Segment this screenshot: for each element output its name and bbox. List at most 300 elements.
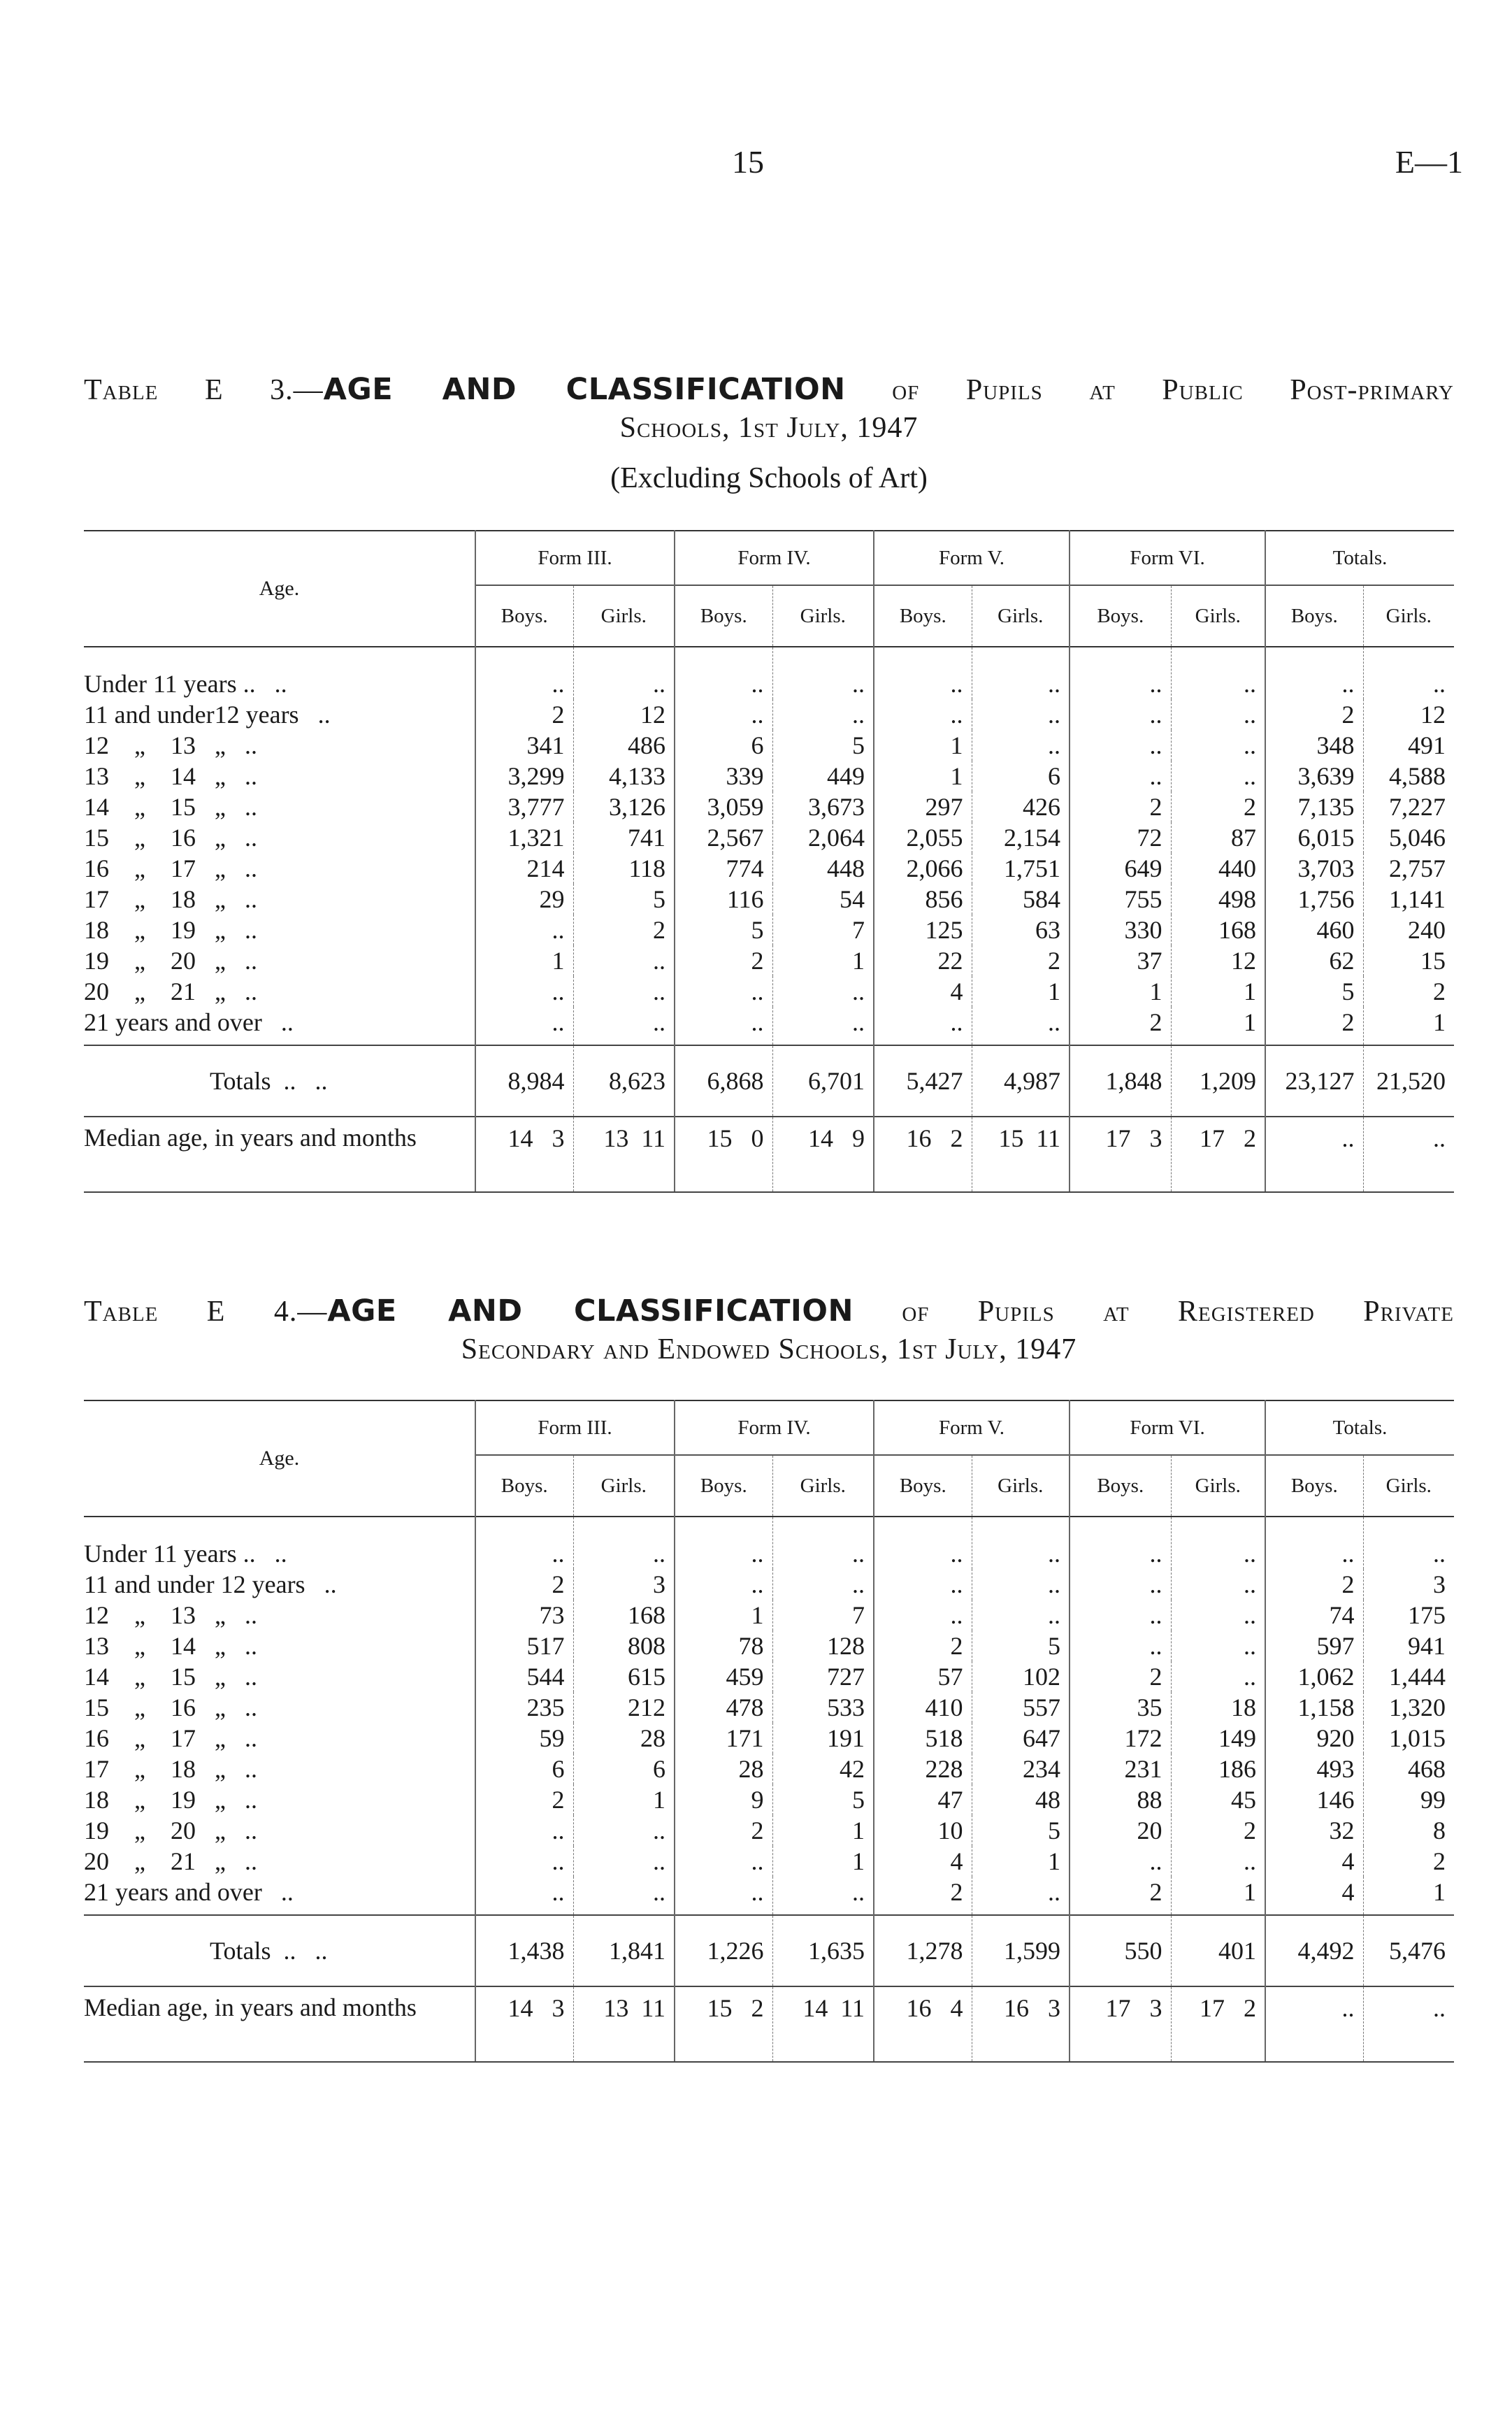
- cell-girls: 2: [1171, 1815, 1265, 1846]
- cell-girls: 8,623: [573, 1045, 675, 1117]
- table-e4: [84, 1400, 1454, 2063]
- cell-girls: ..: [573, 1846, 675, 1877]
- cell-girls: ..: [573, 945, 675, 976]
- cell-girls: 6: [972, 761, 1070, 791]
- cell-boys: 3,703: [1265, 853, 1363, 884]
- table-e4-title-line1: [84, 1292, 1454, 1331]
- cell-boys: 459: [675, 1661, 772, 1692]
- cell-boys: 73: [475, 1600, 573, 1631]
- row-label: 18 „ 19 „ ..: [84, 1786, 257, 1814]
- cell-boys: ..: [475, 647, 573, 699]
- cell-boys: ..: [1265, 1986, 1363, 2062]
- cell-boys: 16 4: [874, 1986, 972, 2062]
- table-e4-body: [84, 1517, 1454, 2062]
- cell-boys: 517: [475, 1631, 573, 1661]
- cell-girls: 615: [573, 1661, 675, 1692]
- cell-boys: 1,278: [874, 1915, 972, 1986]
- cell-girls: 7: [772, 1600, 874, 1631]
- cell-boys: 62: [1265, 945, 1363, 976]
- cell-girls: 128: [772, 1631, 874, 1661]
- cell-girls: 175: [1363, 1600, 1454, 1631]
- table-e3-label: Table E 3.—: [84, 374, 324, 406]
- cell-boys: 22: [874, 945, 972, 976]
- table-row: [84, 1517, 1454, 1569]
- cell-girls: 941: [1363, 1631, 1454, 1661]
- cell-girls: 118: [573, 853, 675, 884]
- cell-girls: 727: [772, 1661, 874, 1692]
- table-row: [84, 1784, 1454, 1815]
- cell-boys: 29: [475, 884, 573, 915]
- sub-header-girls: Girls.: [1363, 1455, 1454, 1517]
- cell-girls: ..: [772, 647, 874, 699]
- cell-boys: 2: [675, 945, 772, 976]
- sub-header-boys: Boys.: [874, 585, 972, 647]
- cell-girls: 168: [1171, 915, 1265, 945]
- cell-girls: 808: [573, 1631, 675, 1661]
- cell-girls: 3,126: [573, 791, 675, 822]
- table-row: [84, 853, 1454, 884]
- cell-girls: ..: [573, 647, 675, 699]
- median-age-row: [84, 1117, 1454, 1192]
- table-row: [84, 647, 1454, 699]
- cell-boys: 23,127: [1265, 1045, 1363, 1117]
- cell-boys: 4: [1265, 1846, 1363, 1877]
- cell-boys: ..: [874, 1007, 972, 1045]
- cell-girls: 13 11: [573, 1117, 675, 1192]
- cell-girls: 99: [1363, 1784, 1454, 1815]
- cell-boys: 410: [874, 1692, 972, 1723]
- table-row: [84, 1877, 1454, 1915]
- cell-boys: 4: [874, 976, 972, 1007]
- cell-boys: ..: [1070, 1846, 1171, 1877]
- cell-boys: ..: [675, 699, 772, 730]
- cell-girls: 18: [1171, 1692, 1265, 1723]
- cell-girls: ..: [772, 1569, 874, 1600]
- cell-boys: 544: [475, 1661, 573, 1692]
- cell-girls: ..: [1171, 647, 1265, 699]
- totals-row: [84, 1915, 1454, 1986]
- sub-header-girls: Girls.: [1171, 1455, 1265, 1517]
- table-row: [84, 730, 1454, 761]
- cell-boys: 774: [675, 853, 772, 884]
- row-label: 11 and under 12 years ..: [84, 1570, 337, 1598]
- cell-boys: ..: [1070, 647, 1171, 699]
- cell-boys: 6: [475, 1754, 573, 1784]
- group-header-form-vi: Form VI.: [1070, 1400, 1265, 1455]
- table-row: [84, 791, 1454, 822]
- cell-girls: 468: [1363, 1754, 1454, 1784]
- cell-boys: 649: [1070, 853, 1171, 884]
- cell-girls: 54: [772, 884, 874, 915]
- cell-boys: ..: [874, 1517, 972, 1569]
- cell-girls: ..: [972, 730, 1070, 761]
- cell-boys: 116: [675, 884, 772, 915]
- table-e4-title-rest: of Pupils at Registered Private: [853, 1296, 1454, 1328]
- cell-girls: 440: [1171, 853, 1265, 884]
- cell-girls: 15 11: [972, 1117, 1070, 1192]
- cell-boys: 920: [1265, 1723, 1363, 1754]
- cell-girls: 16 3: [972, 1986, 1070, 2062]
- row-label: 16 „ 17 „ ..: [84, 854, 257, 882]
- row-label: Under 11 years .. ..: [84, 1540, 287, 1568]
- table-row: [84, 1815, 1454, 1846]
- cell-boys: 339: [675, 761, 772, 791]
- row-label: Under 11 years .. ..: [84, 670, 287, 698]
- group-header-form-iv: Form IV.: [675, 531, 874, 585]
- cell-girls: 1: [772, 1846, 874, 1877]
- cell-girls: 5,046: [1363, 822, 1454, 853]
- cell-girls: ..: [1171, 1517, 1265, 1569]
- cell-girls: 1: [1363, 1007, 1454, 1045]
- cell-boys: 341: [475, 730, 573, 761]
- cell-girls: 87: [1171, 822, 1265, 853]
- cell-boys: ..: [874, 1569, 972, 1600]
- table-e3-title-rest: of Pupils at Public Post-primary: [845, 374, 1454, 406]
- cell-girls: 240: [1363, 915, 1454, 945]
- cell-boys: 2: [675, 1815, 772, 1846]
- row-label: 13 „ 14 „ ..: [84, 762, 257, 790]
- cell-girls: 5: [772, 1784, 874, 1815]
- cell-boys: 348: [1265, 730, 1363, 761]
- cell-boys: ..: [1070, 730, 1171, 761]
- table-row: [84, 976, 1454, 1007]
- cell-girls: 1: [972, 976, 1070, 1007]
- cell-boys: 3,059: [675, 791, 772, 822]
- group-header-totals: Totals.: [1265, 531, 1454, 585]
- sub-header-boys: Boys.: [1070, 1455, 1171, 1517]
- cell-boys: ..: [874, 699, 972, 730]
- cell-girls: 1,209: [1171, 1045, 1265, 1117]
- cell-boys: 7,135: [1265, 791, 1363, 822]
- table-row: [84, 1661, 1454, 1692]
- cell-boys: 6,868: [675, 1045, 772, 1117]
- cell-girls: 4,133: [573, 761, 675, 791]
- cell-girls: 2: [1171, 791, 1265, 822]
- row-label: 17 „ 18 „ ..: [84, 885, 257, 913]
- cell-girls: 168: [573, 1600, 675, 1631]
- cell-girls: 1: [772, 945, 874, 976]
- cell-boys: 146: [1265, 1784, 1363, 1815]
- cell-girls: 5: [573, 884, 675, 915]
- cell-girls: ..: [1171, 1846, 1265, 1877]
- cell-boys: 72: [1070, 822, 1171, 853]
- cell-girls: ..: [772, 1007, 874, 1045]
- cell-boys: ..: [475, 915, 573, 945]
- table-row: [84, 1692, 1454, 1723]
- row-label: 12 „ 13 „ ..: [84, 731, 257, 759]
- cell-girls: 5: [972, 1815, 1070, 1846]
- median-age-row: [84, 1986, 1454, 2062]
- table-row: [84, 915, 1454, 945]
- cell-girls: ..: [972, 1877, 1070, 1915]
- cell-boys: 16 2: [874, 1117, 972, 1192]
- cell-boys: 2: [1265, 1007, 1363, 1045]
- cell-boys: 228: [874, 1754, 972, 1784]
- cell-girls: 1: [972, 1846, 1070, 1877]
- cell-boys: 5,427: [874, 1045, 972, 1117]
- sub-header-girls: Girls.: [972, 1455, 1070, 1517]
- cell-boys: 2,055: [874, 822, 972, 853]
- cell-girls: 5: [772, 730, 874, 761]
- cell-boys: ..: [475, 1815, 573, 1846]
- row-label: 20 „ 21 „ ..: [84, 1847, 257, 1875]
- cell-boys: 493: [1265, 1754, 1363, 1784]
- cell-boys: 5: [1265, 976, 1363, 1007]
- table-row: [84, 1007, 1454, 1045]
- cell-boys: 2,066: [874, 853, 972, 884]
- cell-boys: 755: [1070, 884, 1171, 915]
- cell-girls: ..: [772, 1877, 874, 1915]
- cell-girls: 1,015: [1363, 1723, 1454, 1754]
- cell-girls: ..: [1171, 1569, 1265, 1600]
- cell-girls: 42: [772, 1754, 874, 1784]
- group-header-form-iii: Form III.: [475, 1400, 675, 1455]
- cell-girls: 21,520: [1363, 1045, 1454, 1117]
- cell-girls: ..: [1363, 1117, 1454, 1192]
- cell-girls: ..: [772, 976, 874, 1007]
- table-e4-title-line2: Secondary and Endowed Schools, 1st July, 1947: [461, 1333, 1077, 1366]
- table-row: [84, 945, 1454, 976]
- cell-girls: 15: [1363, 945, 1454, 976]
- cell-boys: 2: [475, 1784, 573, 1815]
- row-label: 20 „ 21 „ ..: [84, 977, 257, 1005]
- cell-boys: 2: [475, 699, 573, 730]
- cell-boys: ..: [475, 1877, 573, 1915]
- cell-girls: ..: [1171, 1600, 1265, 1631]
- cell-girls: 6,701: [772, 1045, 874, 1117]
- sub-header-girls: Girls.: [972, 585, 1070, 647]
- cell-girls: ..: [573, 1877, 675, 1915]
- cell-girls: 1,751: [972, 853, 1070, 884]
- row-label: Totals .. ..: [84, 1915, 475, 1986]
- cell-girls: ..: [772, 1517, 874, 1569]
- cell-boys: 4: [1265, 1877, 1363, 1915]
- cell-girls: 102: [972, 1661, 1070, 1692]
- cell-boys: 1,756: [1265, 884, 1363, 915]
- cell-girls: ..: [1171, 1631, 1265, 1661]
- cell-girls: ..: [1363, 1517, 1454, 1569]
- cell-girls: 2: [573, 915, 675, 945]
- sub-header-girls: Girls.: [573, 1455, 675, 1517]
- cell-boys: ..: [675, 1517, 772, 1569]
- cell-girls: 1,599: [972, 1915, 1070, 1986]
- cell-boys: ..: [1070, 1517, 1171, 1569]
- cell-girls: ..: [1171, 761, 1265, 791]
- table-e3: [84, 530, 1454, 1193]
- cell-girls: 2: [972, 945, 1070, 976]
- cell-girls: ..: [972, 1600, 1070, 1631]
- cell-girls: 63: [972, 915, 1070, 945]
- cell-boys: 597: [1265, 1631, 1363, 1661]
- row-label: 21 years and over ..: [84, 1878, 294, 1906]
- cell-boys: ..: [1070, 1569, 1171, 1600]
- sub-header-girls: Girls.: [1363, 585, 1454, 647]
- cell-girls: 212: [573, 1692, 675, 1723]
- cell-boys: 3,777: [475, 791, 573, 822]
- sub-header-girls: Girls.: [1171, 585, 1265, 647]
- cell-girls: 426: [972, 791, 1070, 822]
- cell-boys: ..: [475, 1846, 573, 1877]
- row-label: 16 „ 17 „ ..: [84, 1724, 257, 1752]
- cell-girls: 741: [573, 822, 675, 853]
- cell-girls: 2,154: [972, 822, 1070, 853]
- cell-boys: 4: [874, 1846, 972, 1877]
- row-label: 19 „ 20 „ ..: [84, 947, 257, 975]
- cell-boys: 6,015: [1265, 822, 1363, 853]
- cell-girls: 28: [573, 1723, 675, 1754]
- table-row: [84, 1723, 1454, 1754]
- cell-girls: 17 2: [1171, 1117, 1265, 1192]
- cell-girls: 1,444: [1363, 1661, 1454, 1692]
- row-label: 12 „ 13 „ ..: [84, 1601, 257, 1629]
- cell-boys: 3,299: [475, 761, 573, 791]
- sub-header-girls: Girls.: [772, 1455, 874, 1517]
- cell-boys: 5: [675, 915, 772, 945]
- cell-boys: 172: [1070, 1723, 1171, 1754]
- cell-girls: 12: [573, 699, 675, 730]
- cell-boys: 297: [874, 791, 972, 822]
- table-row: [84, 822, 1454, 853]
- table-e4-heading: [84, 1292, 1454, 1369]
- cell-boys: ..: [675, 1569, 772, 1600]
- cell-boys: ..: [475, 1517, 573, 1569]
- sub-header-boys: Boys.: [1070, 585, 1171, 647]
- cell-girls: 2,064: [772, 822, 874, 853]
- cell-boys: ..: [1070, 1600, 1171, 1631]
- cell-girls: 401: [1171, 1915, 1265, 1986]
- cell-girls: 12: [1363, 699, 1454, 730]
- cell-boys: 2: [1070, 1877, 1171, 1915]
- cell-girls: 2,757: [1363, 853, 1454, 884]
- cell-girls: 7,227: [1363, 791, 1454, 822]
- cell-boys: ..: [1070, 1631, 1171, 1661]
- cell-girls: ..: [1171, 699, 1265, 730]
- cell-boys: 518: [874, 1723, 972, 1754]
- cell-boys: 4,492: [1265, 1915, 1363, 1986]
- group-header-form-iii: Form III.: [475, 531, 675, 585]
- cell-boys: 20: [1070, 1815, 1171, 1846]
- cell-boys: 1,321: [475, 822, 573, 853]
- cell-boys: ..: [1265, 647, 1363, 699]
- cell-girls: 4,588: [1363, 761, 1454, 791]
- cell-boys: 17 3: [1070, 1986, 1171, 2062]
- cell-boys: 32: [1265, 1815, 1363, 1846]
- row-label: 19 „ 20 „ ..: [84, 1816, 257, 1844]
- cell-boys: ..: [675, 1846, 772, 1877]
- cell-boys: 2,567: [675, 822, 772, 853]
- cell-boys: 330: [1070, 915, 1171, 945]
- row-label: Totals .. ..: [84, 1045, 475, 1117]
- cell-boys: 8,984: [475, 1045, 573, 1117]
- cell-girls: ..: [573, 1815, 675, 1846]
- cell-boys: 14 3: [475, 1117, 573, 1192]
- cell-boys: 1,848: [1070, 1045, 1171, 1117]
- row-label: 18 „ 19 „ ..: [84, 916, 257, 944]
- cell-girls: ..: [1171, 1661, 1265, 1692]
- cell-girls: ..: [573, 1517, 675, 1569]
- cell-boys: 2: [874, 1631, 972, 1661]
- cell-girls: 13 11: [573, 1986, 675, 2062]
- cell-girls: ..: [1363, 1986, 1454, 2062]
- cell-boys: 2: [475, 1569, 573, 1600]
- table-e3-title-line1: [84, 371, 1454, 410]
- sub-header-boys: Boys.: [475, 1455, 573, 1517]
- cell-boys: 14 3: [475, 1986, 573, 2062]
- sub-header-boys: Boys.: [675, 585, 772, 647]
- table-row: [84, 1846, 1454, 1877]
- cell-boys: ..: [675, 647, 772, 699]
- cell-girls: 149: [1171, 1723, 1265, 1754]
- cell-girls: 491: [1363, 730, 1454, 761]
- cell-girls: 1: [1363, 1877, 1454, 1915]
- cell-boys: ..: [675, 1007, 772, 1045]
- cell-girls: 2: [1363, 976, 1454, 1007]
- cell-boys: 2: [1070, 1007, 1171, 1045]
- cell-boys: ..: [1265, 1117, 1363, 1192]
- cell-boys: 6: [675, 730, 772, 761]
- cell-girls: 14 9: [772, 1117, 874, 1192]
- cell-boys: 2: [1265, 699, 1363, 730]
- cell-boys: 1: [1070, 976, 1171, 1007]
- cell-girls: 234: [972, 1754, 1070, 1784]
- cell-boys: 88: [1070, 1784, 1171, 1815]
- row-label: Median age, in years and months: [84, 1986, 475, 2062]
- page-code: E—1: [1395, 144, 1463, 180]
- cell-girls: 486: [573, 730, 675, 761]
- cell-boys: ..: [475, 1007, 573, 1045]
- cell-girls: ..: [1171, 730, 1265, 761]
- sub-header-boys: Boys.: [1265, 1455, 1363, 1517]
- cell-girls: 1,141: [1363, 884, 1454, 915]
- cell-girls: 647: [972, 1723, 1070, 1754]
- cell-boys: 171: [675, 1723, 772, 1754]
- cell-boys: 3,639: [1265, 761, 1363, 791]
- row-label: 21 years and over ..: [84, 1008, 294, 1036]
- sub-header-boys: Boys.: [675, 1455, 772, 1517]
- cell-girls: 14 11: [772, 1986, 874, 2062]
- cell-girls: ..: [972, 1569, 1070, 1600]
- cell-boys: 15 2: [675, 1986, 772, 2062]
- sub-header-boys: Boys.: [874, 1455, 972, 1517]
- cell-boys: 35: [1070, 1692, 1171, 1723]
- cell-boys: 2: [1265, 1569, 1363, 1600]
- cell-girls: 3: [573, 1569, 675, 1600]
- cell-girls: 3: [1363, 1569, 1454, 1600]
- table-e3-title-bold: AGE AND CLASSIFICATION: [323, 372, 846, 407]
- cell-boys: 2: [1070, 791, 1171, 822]
- cell-boys: 15 0: [675, 1117, 772, 1192]
- cell-boys: 856: [874, 884, 972, 915]
- cell-girls: ..: [972, 1517, 1070, 1569]
- cell-girls: 498: [1171, 884, 1265, 915]
- table-row: [84, 884, 1454, 915]
- cell-girls: 17 2: [1171, 1986, 1265, 2062]
- row-label: 14 „ 15 „ ..: [84, 1663, 257, 1691]
- table-e4-title-bold: AGE AND CLASSIFICATION: [327, 1294, 854, 1328]
- cell-boys: 78: [675, 1631, 772, 1661]
- age-column-header: Age.: [259, 1447, 300, 1470]
- cell-girls: 3,673: [772, 791, 874, 822]
- cell-boys: 235: [475, 1692, 573, 1723]
- cell-girls: 2: [1363, 1846, 1454, 1877]
- cell-girls: 584: [972, 884, 1070, 915]
- group-header-form-v: Form V.: [874, 531, 1070, 585]
- cell-girls: ..: [972, 647, 1070, 699]
- cell-girls: 448: [772, 853, 874, 884]
- cell-boys: 1,062: [1265, 1661, 1363, 1692]
- sub-header-girls: Girls.: [573, 585, 675, 647]
- cell-girls: 449: [772, 761, 874, 791]
